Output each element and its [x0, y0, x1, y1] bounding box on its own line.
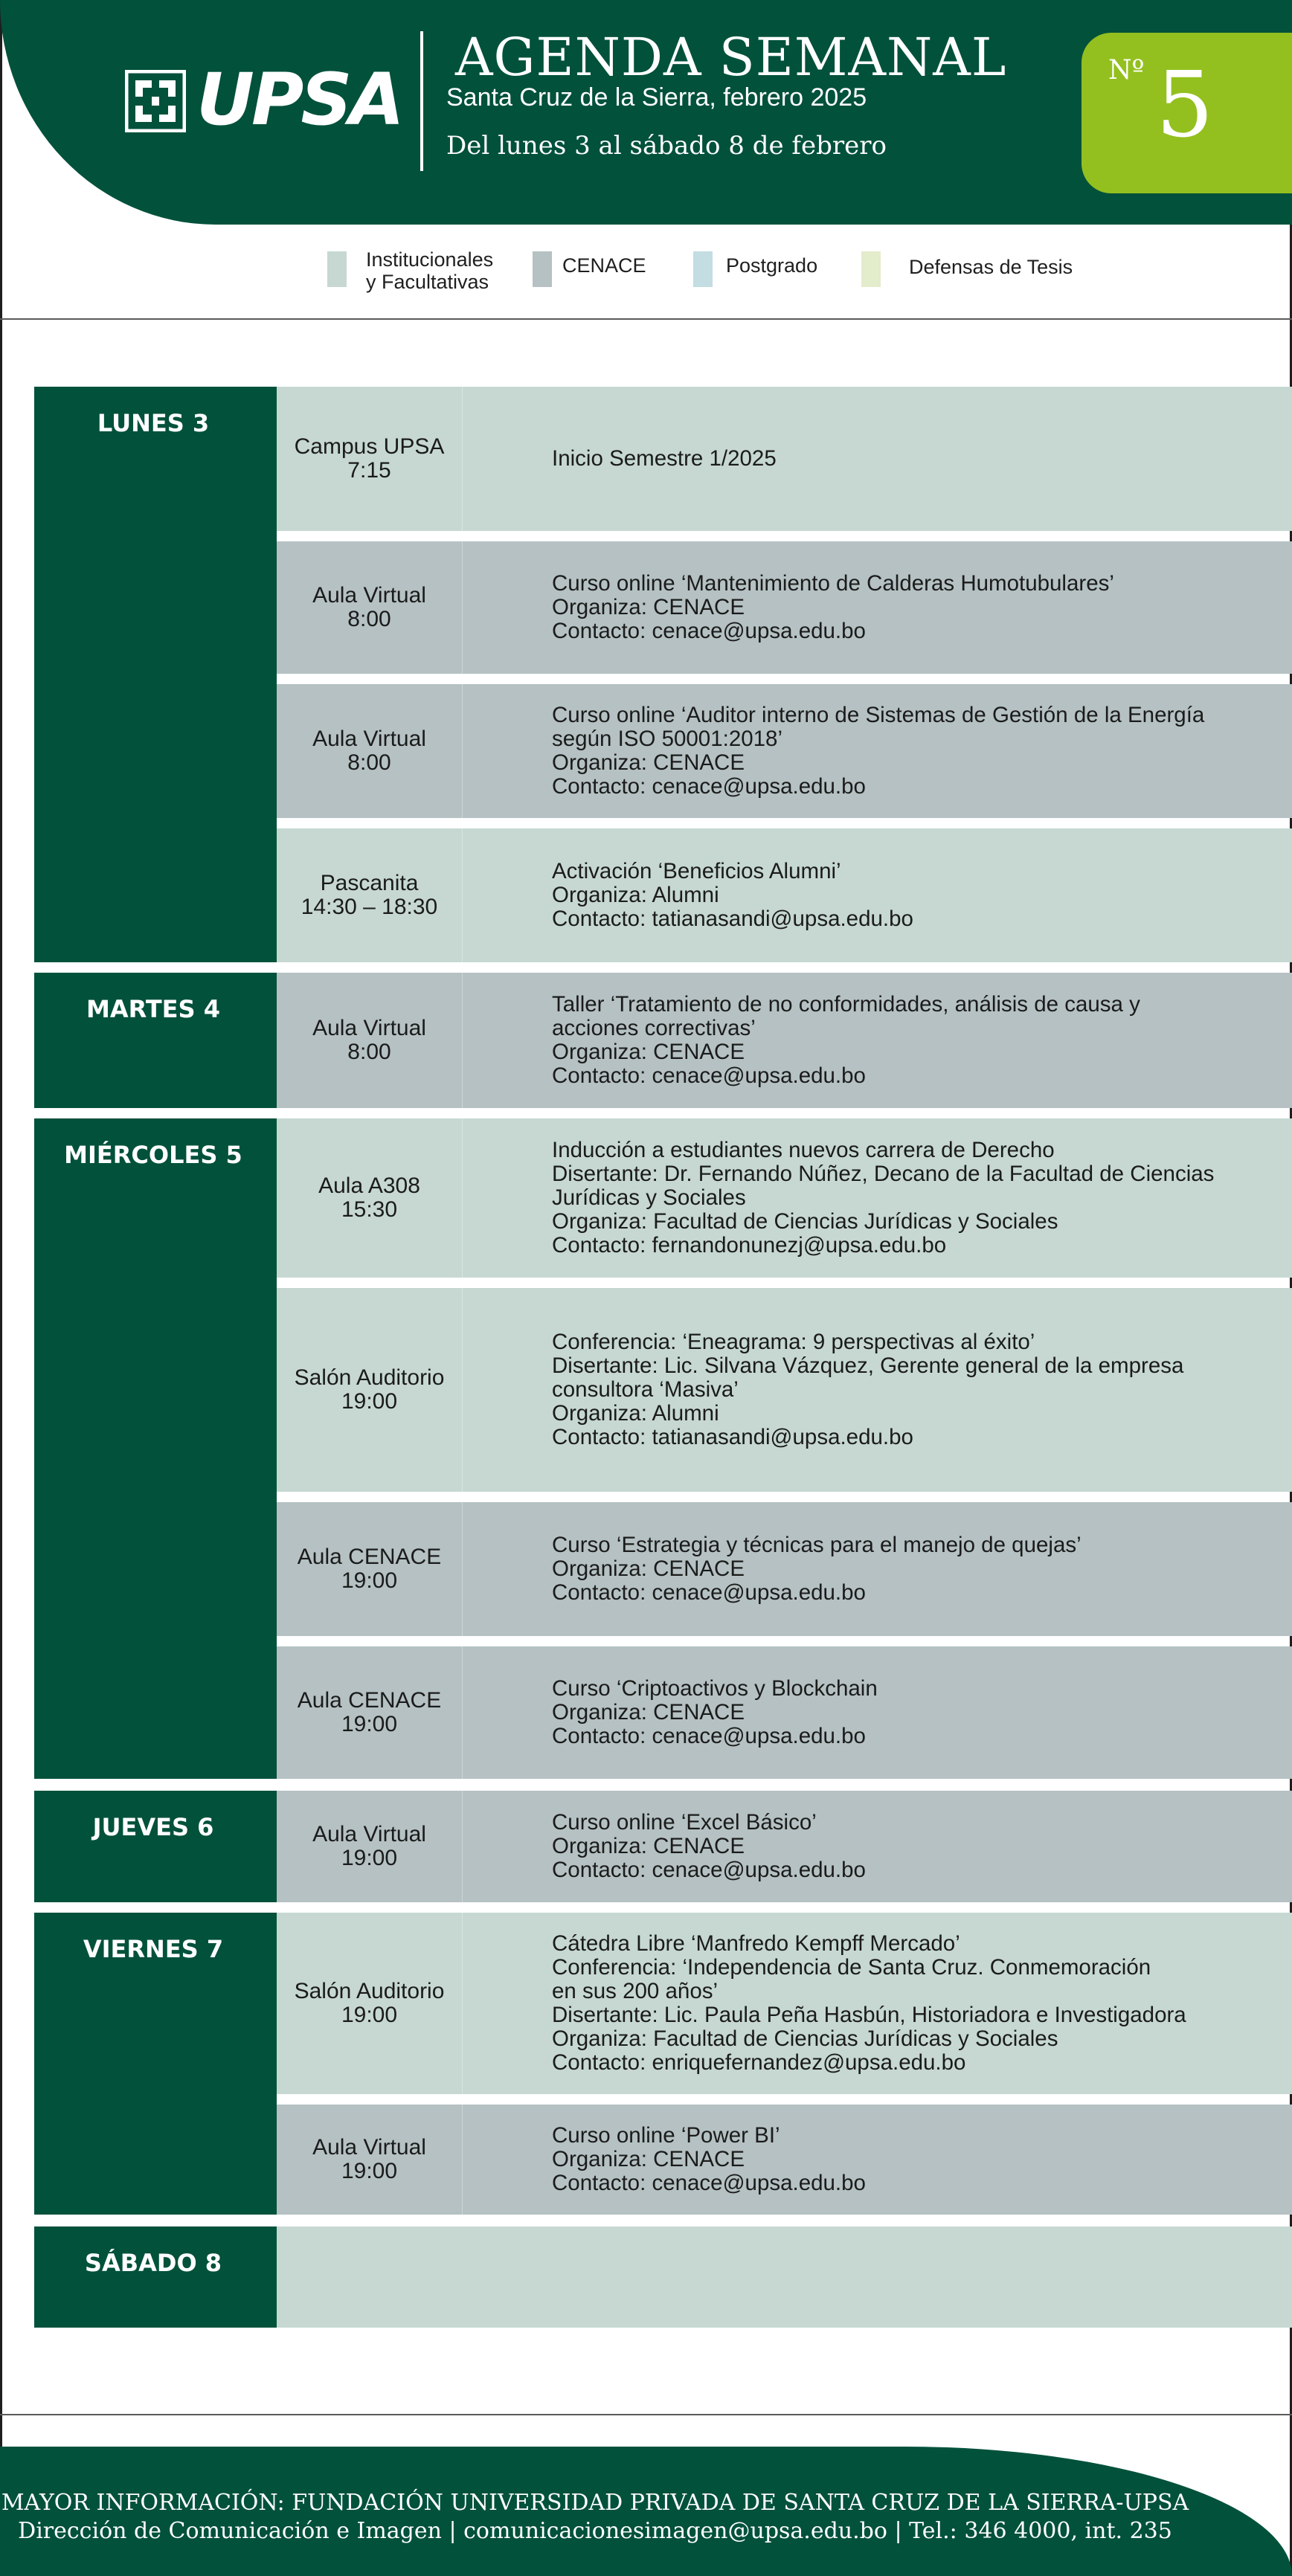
day-block-sabado [34, 2226, 277, 2328]
legend-label: Institucionales y Facultativas [366, 248, 494, 293]
legend-divider [0, 318, 1292, 320]
header-banner [0, 0, 1292, 225]
event-row [277, 541, 1292, 674]
issue-badge [1082, 33, 1292, 193]
event-location: Aula Virtual 8:00 [277, 684, 463, 818]
event-location: Aula CENACE 19:00 [277, 1646, 463, 1779]
category-legend [0, 248, 1292, 293]
event-description: Inicio Semestre 1/2025 [552, 446, 777, 471]
footer-contact-line: Dirección de Comunicación e Imagen | comunicacionesimagen@upsa.edu.bo | Tel.: 346 4000, int. 235 [18, 2518, 1172, 2544]
legend-swatch [861, 251, 881, 287]
event-location: Campus UPSA 7:15 [277, 387, 463, 531]
event-location: Aula Virtual 8:00 [277, 541, 463, 674]
event-location: Pascanita 14:30 – 18:30 [277, 828, 463, 962]
day-label: MARTES 4 [86, 995, 220, 1023]
event-description: Curso ‘Estrategia y técnicas para el manejo de quejas’ Organiza: CENACE Contacto: cenace@upsa.edu.bo [552, 1533, 1082, 1605]
event-location: Salón Auditorio 19:00 [277, 1288, 463, 1492]
legend-swatch [327, 251, 347, 287]
day-label: MIÉRCOLES 5 [64, 1141, 242, 1169]
footer-info-line: MAYOR INFORMACIÓN: FUNDACIÓN UNIVERSIDAD PRIVADA DE SANTA CRUZ DE LA SIERRA-UPSA [1, 2490, 1189, 2516]
footer-banner [0, 2447, 1292, 2576]
event-row [277, 828, 1292, 962]
event-location: Aula CENACE 19:00 [277, 1502, 463, 1636]
event-location: Salón Auditorio 19:00 [277, 1913, 463, 2094]
event-description: Curso online ‘Mantenimiento de Calderas Humotubulares’ Organiza: CENACE Contacto: cenace@upsa.edu.bo [552, 571, 1114, 643]
agenda-subtitle: Santa Cruz de la Sierra, febrero 2025 [446, 83, 867, 112]
footer-divider [0, 2414, 1292, 2415]
event-description: Inducción a estudiantes nuevos carrera de Derecho Disertante: Dr. Fernando Núñez, Decano de la Facultad de Ciencias Jurídicas y Sociales Organiza: Facultad de Ciencias Jurídicas y Sociales Contacto: fernandonunezj@upsa.edu.bo [552, 1138, 1215, 1258]
upsa-logo [125, 58, 402, 143]
event-row [277, 1791, 1292, 1902]
event-description: Taller ‘Tratamiento de no conformidades, análisis de causa y acciones correctivas’ Organiza: CENACE Contacto: cenace@upsa.edu.bo [552, 992, 1140, 1088]
header-divider [420, 31, 423, 171]
day-block-martes [34, 973, 277, 1108]
event-row [277, 1913, 1292, 2094]
event-description: Curso online ‘Excel Básico’ Organiza: CENACE Contacto: cenace@upsa.edu.bo [552, 1810, 866, 1882]
issue-number: 5 [1156, 52, 1214, 158]
legend-swatch [533, 251, 552, 287]
event-description: Curso online ‘Power BI’ Organiza: CENACE Contacto: cenace@upsa.edu.bo [552, 2123, 866, 2195]
event-row [277, 684, 1292, 818]
day-block-miercoles [34, 1118, 277, 1779]
legend-label: CENACE [562, 254, 646, 277]
event-row [277, 387, 1292, 531]
legend-swatch [693, 251, 713, 287]
day-label: JUEVES 6 [92, 1813, 214, 1841]
agenda-title: AGENDA SEMANAL [455, 27, 1007, 88]
event-description: Activación ‘Beneficios Alumni’ Organiza: Alumni Contacto: tatianasandi@upsa.edu.bo [552, 859, 913, 931]
day-block-jueves [34, 1791, 277, 1902]
event-row [277, 1288, 1292, 1492]
day-label: LUNES 3 [97, 409, 210, 437]
event-description: Curso ‘Criptoactivos y Blockchain Organiza: CENACE Contacto: cenace@upsa.edu.bo [552, 1676, 878, 1748]
issue-prefix: Nº [1108, 55, 1145, 86]
upsa-logo-text: UPSA [196, 58, 402, 141]
legend-label: Defensas de Tesis [909, 256, 1073, 278]
event-row [277, 1646, 1292, 1779]
event-row [277, 2105, 1292, 2215]
event-description: Curso online ‘Auditor interno de Sistemas de Gestión de la Energía según ISO 50001:2018’ Organiza: CENACE Contacto: cenace@upsa.edu.bo [552, 703, 1205, 799]
event-row [277, 1502, 1292, 1636]
event-description: Cátedra Libre ‘Manfredo Kempff Mercado’ Conferencia: ‘Independencia de Santa Cruz. Conmemoración en sus 200 años’ Disertante: Lic. Paula Peña Hasbún, Historiadora e Investigadora Organiza: Facultad de Ciencias Jurídicas y Sociales Contacto: enriquefernandez@upsa.edu.bo [552, 1931, 1186, 2075]
agenda-date-range: Del lunes 3 al sábado 8 de febrero [446, 131, 887, 161]
upsa-emblem-icon [125, 70, 186, 132]
event-description: Conferencia: ‘Eneagrama: 9 perspectivas al éxito’ Disertante: Lic. Silvana Vázquez, Gerente general de la empresa consultora ‘Masiva’ Organiza: Alumni Contacto: tatianasandi@upsa.edu.bo [552, 1330, 1184, 1449]
empty-event-row [277, 2226, 1292, 2328]
day-label: SÁBADO 8 [84, 2249, 222, 2277]
event-location: Aula Virtual 19:00 [277, 2105, 463, 2215]
event-location: Aula Virtual 8:00 [277, 973, 463, 1108]
day-label: VIERNES 7 [83, 1935, 224, 1963]
event-location: Aula A308 15:30 [277, 1118, 463, 1278]
day-block-lunes [34, 387, 277, 962]
legend-label: Postgrado [726, 254, 818, 277]
event-row [277, 973, 1292, 1108]
event-row [277, 1118, 1292, 1278]
event-location: Aula Virtual 19:00 [277, 1791, 463, 1902]
day-block-viernes [34, 1913, 277, 2215]
